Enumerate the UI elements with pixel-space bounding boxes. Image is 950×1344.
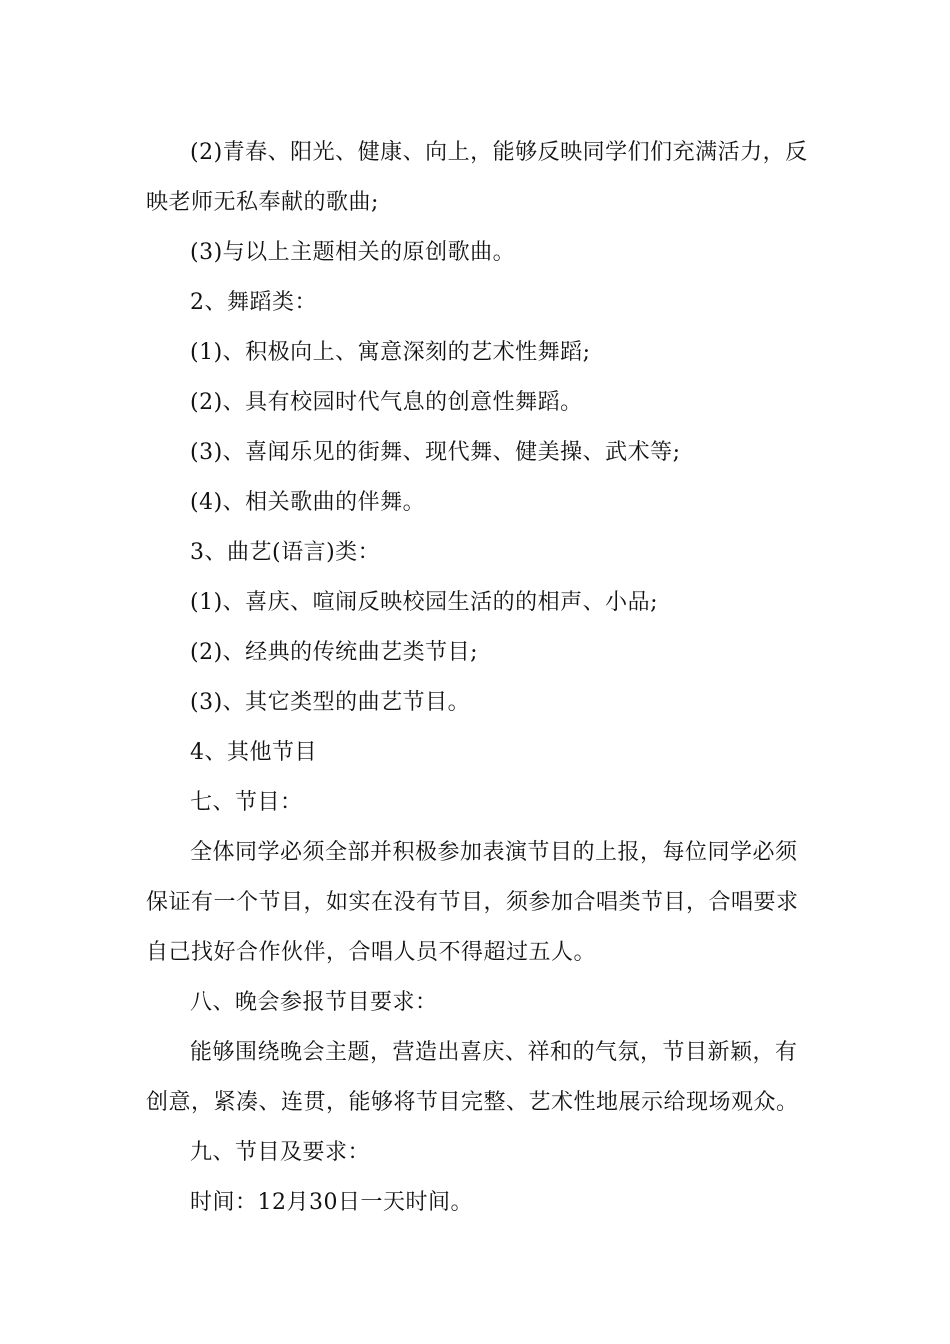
paragraph-time: 时间：12月30日一天时间。: [190, 1190, 473, 1215]
section-quyi-heading: 3、曲艺(语言)类：: [190, 540, 381, 565]
paragraph-quyi-item-3: (3)、其它类型的曲艺节目。: [190, 690, 471, 715]
document-body: [146, 128, 810, 1228]
paragraph-dance-item-2: (2)、具有校园时代气息的创意性舞蹈。: [190, 390, 583, 415]
paragraph-dance-item-1: (1)、积极向上、寓意深刻的艺术性舞蹈;: [190, 340, 591, 365]
paragraph-dance-item-3: (3)、喜闻乐见的街舞、现代舞、健美操、武术等;: [190, 440, 681, 465]
paragraph-song-theme: (2)青春、阳光、健康、向上，能够反映同学们们充满活力，反映老师无私奉献的歌曲;: [146, 140, 808, 215]
section-nine-heading: 九、节目及要求：: [190, 1140, 371, 1165]
paragraph-requirements: 能够围绕晚会主题，营造出喜庆、祥和的气氛，节目新颖，有创意，紧凑、连贯，能够将节目完整、艺术性地展示给现场观众。: [146, 1040, 799, 1115]
paragraph-dance-item-4: (4)、相关歌曲的伴舞。: [190, 490, 426, 515]
paragraph-quyi-item-2: (2)、经典的传统曲艺类节目;: [190, 640, 479, 665]
paragraph-original-songs: (3)与以上主题相关的原创歌曲。: [190, 240, 516, 265]
section-dance-heading: 2、舞蹈类：: [190, 290, 317, 315]
paragraph-quyi-item-1: (1)、喜庆、喧闹反映校园生活的的相声、小品;: [190, 590, 659, 615]
section-eight-heading: 八、晚会参报节目要求：: [190, 990, 438, 1015]
paragraph-participation: 全体同学必须全部并积极参加表演节目的上报，每位同学必须保证有一个节目，如实在没有节目，须参加合唱类节目，合唱要求自己找好合作伙伴，合唱人员不得超过五人。: [146, 840, 799, 965]
section-other-heading: 4、其他节目: [190, 740, 317, 765]
section-seven-heading: 七、节目：: [190, 790, 303, 815]
